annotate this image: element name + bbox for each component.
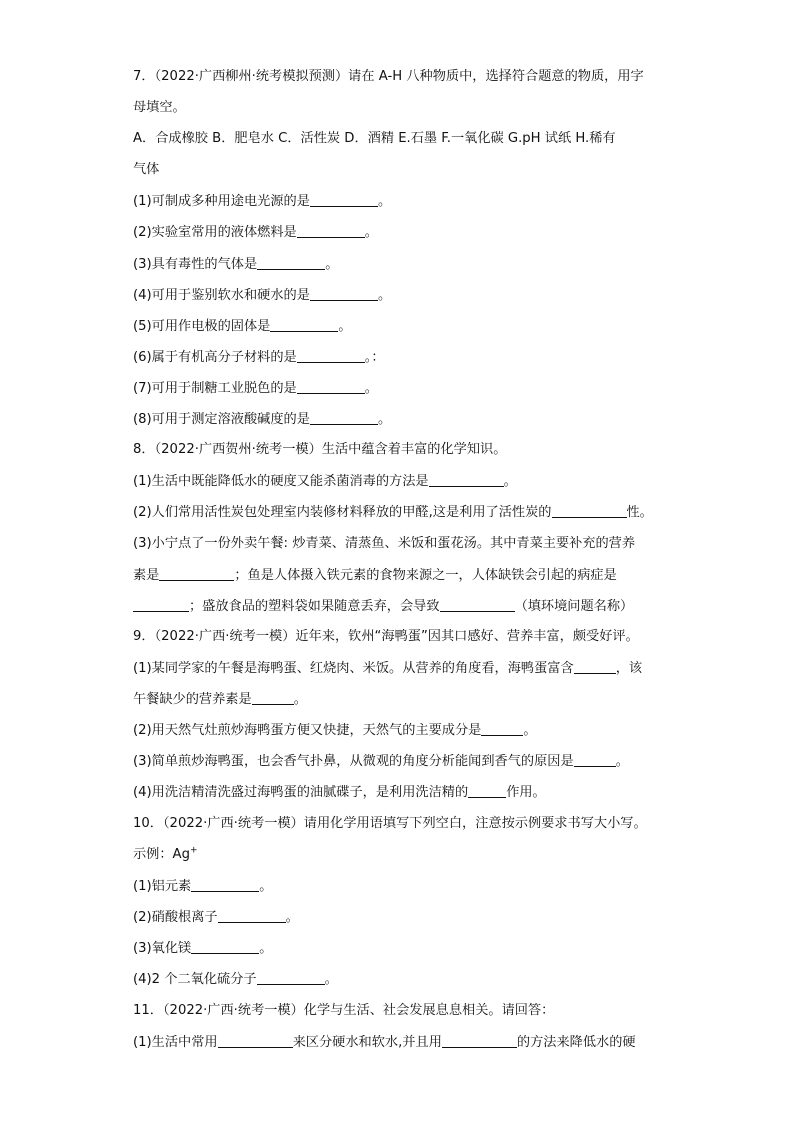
q9-stem: 9．（2022·广西·统考一模）近年来，钦州“海鸭蛋”因其口感好、营养丰富，颇受好评。 [133,629,639,644]
q8-item-3-line2: 素是 ；鱼是人体摄入铁元素的食物来源之一，人体缺铁会引起的病症是 [133,568,617,583]
q9-item-2: (2)用天然气灶煎炒海鸭蛋方便又快捷，天然气的主要成分是 。 [133,723,537,738]
q9-item-1: (1)某同学家的午餐是海鸭蛋、红烧肉、米饭。从营养的角度看，海鸭蛋富含 ，该 [133,661,643,676]
answer-blank[interactable] [133,597,189,612]
q9-item-1-line2: 午餐缺少的营养素是 。 [133,692,307,707]
answer-blank[interactable] [429,472,504,487]
answer-blank[interactable] [468,783,506,798]
q7-stem-line2: 母填空。 [133,100,186,115]
answer-blank[interactable] [297,348,365,363]
q10-stem: 10．（2022·广西·统考一模）请用化学用语填写下列空白，注意按示例要求书写大小写。 [133,816,647,831]
answer-blank[interactable] [481,721,523,736]
q7-options-line2: 气体 [133,162,160,177]
q11-stem: 11．（2022·广西·统考一模）化学与生活、社会发展息息相关。请回答： [133,1003,555,1018]
q11-item-1: (1)生活中常用 来区分硬水和软水,并且用 的方法来降低水的硬 [133,1035,636,1050]
answer-blank[interactable] [297,379,365,394]
q7-item-3: (3)具有毒性的气体是 。 [133,257,339,272]
q8-item-3-line3: ；盛放食品的塑料袋如果随意丢弃，会导致 （填环境问题名称） [133,597,633,616]
q10-item-3: (3)氧化镁 。 [133,941,273,956]
answer-blank[interactable] [257,970,325,985]
answer-blank[interactable] [552,503,627,518]
answer-blank[interactable] [310,286,378,301]
q7-item-6: (6)属于有机高分子材料的是 。： [133,350,385,365]
q7-item-4: (4)可用于鉴别软水和硬水的是 。 [133,288,392,303]
answer-blank[interactable] [574,659,616,674]
q10-item-2: (2)硝酸根离子 。 [133,910,299,925]
answer-blank[interactable] [440,597,515,612]
q8-item-2: (2)人们常用活性炭包处理室内装修材料释放的甲醛,这是利用了活性炭的 性。 [133,505,653,520]
q8-stem: 8．（2022·广西贺州·统考一模）生活中蕴含着丰富的化学知识。 [133,442,507,457]
answer-blank[interactable] [191,939,259,954]
q7-options-line1: A．合成橡胶 B．肥皂水 C．活性炭 D．酒精 E.石墨 F.一氧化碳 G.pH 试纸 H.稀有 [133,131,616,146]
q10-item-1: (1)铝元素 。 [133,879,273,894]
q7-item-7: (7)可用于制糖工业脱色的是 。 [133,381,378,396]
q8-item-3-line1: (3)小宁点了一份外卖午餐: 炒青菜、清蒸鱼、米饭和蛋花汤。其中青菜主要补充的营养 [133,536,636,551]
q7-item-5: (5)可用作电极的固体是 。 [133,319,352,334]
q8-item-1: (1)生活中既能降低水的硬度又能杀菌消毒的方法是 。 [133,474,517,489]
answer-blank[interactable] [310,410,378,425]
q7-item-2: (2)实验室常用的液体燃料是 。 [133,225,378,240]
q10-example: 示例：Ag+ [133,845,198,862]
answer-blank[interactable] [270,317,338,332]
q9-item-4: (4)用洗洁精清洗盛过海鸭蛋的油腻碟子，是利用洗洁精的 作用。 [133,785,546,800]
answer-blank[interactable] [257,255,325,270]
q7-stem-line1: 7．（2022·广西柳州·统考模拟预测）请在 A-H 八种物质中，选择符合题意的物质，用字 [133,69,644,84]
answer-blank[interactable] [310,192,378,207]
answer-blank[interactable] [574,752,616,767]
answer-blank[interactable] [297,223,365,238]
q9-item-3: (3)简单煎炒海鸭蛋，也会香气扑鼻，从微观的角度分析能闻到香气的原因是 。 [133,754,629,769]
answer-blank[interactable] [252,690,294,705]
answer-blank[interactable] [442,1033,517,1048]
answer-blank[interactable] [218,1033,293,1048]
q10-item-4: (4)2 个二氧化硫分子 。 [133,972,338,987]
answer-blank[interactable] [218,908,286,923]
q7-item-1: (1)可制成多种用途电光源的是 。 [133,194,392,209]
q7-item-8: (8)可用于测定溶液酸碱度的是 。 [133,412,392,427]
answer-blank[interactable] [191,877,259,892]
answer-blank[interactable] [159,566,234,581]
